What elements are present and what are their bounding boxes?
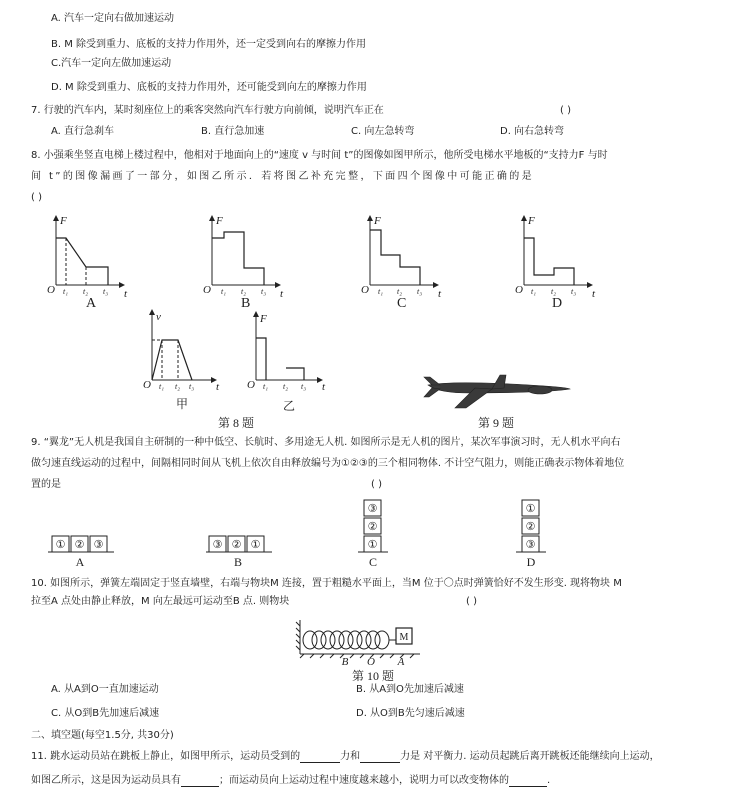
point-o-label: O: [367, 656, 375, 668]
fig-jia-label: 甲: [176, 397, 189, 411]
graph-c-t2: t₂: [397, 287, 403, 296]
graph-a-t3: t₃: [103, 287, 109, 296]
graph-jia-origin: O: [143, 379, 151, 391]
graph-a-t2: t₂: [83, 287, 89, 296]
q9-a-box-3: ③: [93, 539, 104, 551]
fig-yi-label: 乙: [283, 399, 296, 413]
q10-line1: 10. 如图所示，弹簧左端固定于竖直墙壁，右端与物块M 连接，置于粗糙水平面上，当M 位于〇点时弹簧恰好不发生形变. 现将物块 M: [31, 578, 622, 589]
graph-jia-t3: t₃: [189, 382, 195, 391]
graph-a-origin: O: [47, 284, 55, 296]
q11-text-2: 力和: [340, 751, 361, 762]
graph-c-label: C: [397, 296, 407, 311]
block-m-label: M: [399, 632, 409, 643]
q7-option-b: B. 直行急加速: [201, 126, 265, 137]
q10-option-d: D. 从O到B先匀速后减速: [356, 708, 465, 719]
graph-yi-axis-t: t: [322, 381, 326, 393]
q9-c-box-1: ③: [367, 503, 378, 515]
graph-jia-axis-v: v: [156, 311, 161, 323]
q9-caption: 第 9 题: [478, 416, 515, 430]
graph-c-origin: O: [361, 284, 369, 296]
graph-d-axis-f: F: [528, 215, 535, 227]
q10-option-a: A. 从A到O一直加速运动: [51, 684, 159, 695]
graph-b-t2: t₂: [241, 287, 247, 296]
q8-caption: 第 8 题: [218, 416, 255, 430]
q10-paren: ( ): [466, 596, 477, 607]
q9-d-box-3: ③: [525, 539, 536, 551]
q11-blank-2[interactable]: [360, 752, 400, 763]
graph-b-origin: O: [203, 284, 211, 296]
q9-c-box-2: ②: [367, 521, 378, 533]
q9-b-box-3: ①: [250, 539, 261, 551]
graph-b-axis-t: t: [280, 288, 284, 300]
drone-image: [424, 375, 570, 408]
q6-option-d: D. M 除受到重力、底板的支持力作用外，还可能受到向左的摩擦力作用: [51, 82, 367, 93]
q7-paren: ( ): [560, 105, 571, 116]
graph-yi-t2: t₂: [283, 382, 289, 391]
q11-line1: [31, 751, 660, 763]
graph-a-t1: t₁: [63, 287, 69, 296]
graph-jia-t1: t₁: [159, 382, 165, 391]
graph-yi-axis-f: F: [260, 313, 267, 325]
q7-option-c: C. 向左急转弯: [351, 126, 415, 137]
q11-text-1: 11. 跳水运动员站在跳板上静止，如图甲所示，运动员受到的: [31, 751, 301, 762]
graph-c-t1: t₁: [378, 287, 384, 296]
q9-label-d: D: [526, 555, 536, 569]
point-b-label: B: [341, 656, 349, 668]
q8-line3: ( ): [31, 192, 42, 203]
graph-a-label: A: [86, 296, 97, 311]
graph-a-axis-t: t: [124, 288, 128, 300]
graph-b-t3: t₃: [261, 287, 267, 296]
q9-label-b: B: [233, 555, 243, 569]
section-2-heading: 二、填空题(每空1.5分, 共30分): [31, 730, 174, 741]
q11-text-5: ；而运动员向上运动过程中速度越来越小，说明力可以改变物体的: [219, 775, 509, 786]
q9-d-box-2: ②: [525, 521, 536, 533]
q6-option-a: A. 汽车一定向右做加速运动: [51, 13, 175, 24]
graph-yi-t1: t₁: [263, 382, 269, 391]
graph-d-t1: t₁: [531, 287, 537, 296]
q7-option-a: A. 直行急刹车: [51, 126, 115, 137]
q9-figures: [0, 495, 742, 570]
graph-d-axis-t: t: [592, 288, 596, 300]
q11-text-3: 力是 对平衡力. 运动员起跳后离开跳板还能继续向上运动，: [400, 751, 660, 762]
graph-yi-t3: t₃: [301, 382, 307, 391]
point-a-label: A: [397, 656, 405, 668]
q9-d-box-1: ①: [525, 503, 536, 515]
q9-line3: 置的是: [31, 479, 61, 490]
q9-a-box-2: ②: [74, 539, 85, 551]
graph-jia-t2: t₂: [175, 382, 181, 391]
q9-line1: 9. “翼龙”无人机是我国自主研制的一种中低空、长航时、多用途无人机. 如图所示是无人机的图片，某次军事演习时，无人机水平向右: [31, 437, 621, 448]
graph-yi-origin: O: [247, 379, 255, 391]
q11-blank-4[interactable]: [509, 776, 547, 787]
q11-blank-1[interactable]: [300, 752, 340, 763]
q11-text-4: 如图乙所示，这是因为运动员具有: [31, 775, 181, 786]
q7-option-d: D. 向右急转弯: [500, 126, 565, 137]
graph-jia-axis-t: t: [216, 381, 220, 393]
q6-option-c: C.汽车一定向左做加速运动: [51, 58, 172, 69]
graph-c-axis-f: F: [374, 215, 381, 227]
graph-d-t3: t₃: [571, 287, 577, 296]
q9-b-box-1: ③: [212, 539, 223, 551]
graph-a-axis-f: F: [60, 215, 67, 227]
q9-c-box-3: ①: [367, 539, 378, 551]
q9-paren: ( ): [371, 479, 382, 490]
q7-stem: 7. 行驶的汽车内，某时刻座位上的乘客突然向汽车行驶方向前倾，说明汽车正在: [31, 105, 384, 116]
graph-d-origin: O: [515, 284, 523, 296]
q9-a-box-1: ①: [55, 539, 66, 551]
graph-b-t1: t₁: [221, 287, 227, 296]
q11-text-6: .: [547, 775, 551, 786]
q8-line1: 8. 小强乘坐竖直电梯上楼过程中，他相对于地面向上的“速度 v 与时间 t”的图像如图甲所示，他所受电梯水平地板的“支持力F 与时: [31, 150, 608, 161]
q9-label-a: A: [75, 555, 85, 569]
q8-graphs-figure: [0, 205, 742, 435]
q10-option-b: B. 从A到O先加速后减速: [356, 684, 464, 695]
graph-c-axis-t: t: [438, 288, 442, 300]
graph-c-t3: t₃: [417, 287, 423, 296]
q11-line2: [31, 775, 550, 787]
q9-b-box-2: ②: [231, 539, 242, 551]
graph-b-label: B: [241, 296, 251, 311]
q10-line2: 拉至A 点处由静止释放，M 向左最远可运动至B 点. 则物块: [31, 596, 290, 607]
graph-d-t2: t₂: [551, 287, 557, 296]
q9-line2: 做匀速直线运动的过程中，间隔相同时间从飞机上依次自由释放编号为①②③的三个相同物体. 不计空气阻力，则能正确表示物体着地位: [31, 458, 625, 469]
q9-label-c: C: [368, 555, 378, 569]
graph-d-label: D: [552, 296, 563, 311]
q6-option-b: B. M 除受到重力、底板的支持力作用外，还一定受到向右的摩擦力作用: [51, 39, 367, 50]
q10-spring-figure: [0, 612, 742, 668]
q8-graph-jia: [152, 310, 216, 380]
q10-option-c: C. 从O到B先加速后减速: [51, 708, 160, 719]
q8-line2: 间 t”的图像漏画了一部分，如图乙所示．若将图乙补充完整，下面四个图像中可能正确的是: [31, 171, 535, 182]
graph-b-axis-f: F: [216, 215, 223, 227]
q11-blank-3[interactable]: [181, 776, 219, 787]
q10-caption: 第 10 题: [352, 669, 395, 683]
